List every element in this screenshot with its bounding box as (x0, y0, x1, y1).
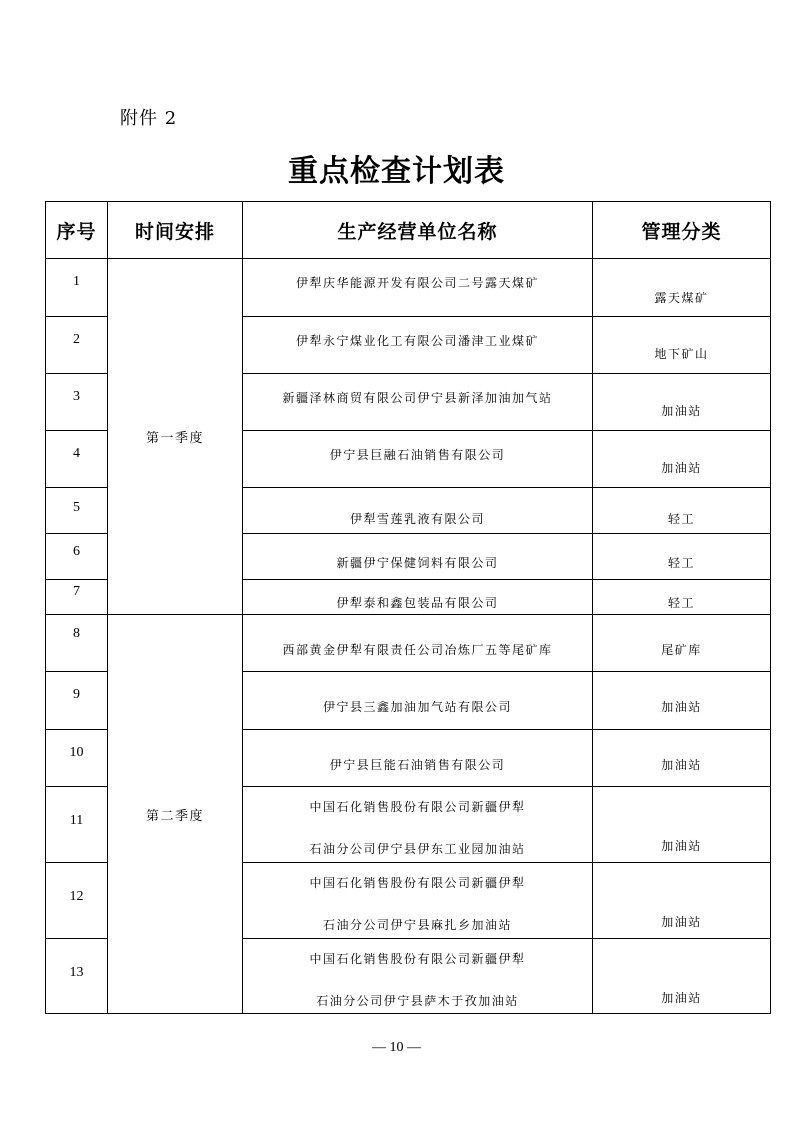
row-no-cell (46, 431, 108, 488)
category-cell (593, 259, 771, 317)
unit-name: 伊犁雪莲乳液有限公司 (349, 512, 485, 526)
category-cell (593, 615, 771, 672)
period-q1: 第一季度 (108, 259, 243, 615)
row-no-cell (46, 672, 108, 730)
unit-cell (243, 939, 593, 1014)
category: 加油站 (661, 758, 702, 772)
header-category: 管理分类 (593, 202, 771, 259)
unit-name: 新疆泽林商贸有限公司伊宁县新泽加油加气站 (282, 391, 553, 405)
row-no-cell (46, 580, 108, 615)
attachment-label: 附件 2 (120, 108, 178, 129)
row-no-cell (46, 730, 108, 787)
row-no-cell (46, 863, 108, 939)
category-cell (593, 488, 771, 534)
unit-cell (243, 488, 593, 534)
row-no: 10 (69, 745, 84, 760)
unit-cell (243, 730, 593, 787)
unit-cell (243, 534, 593, 580)
category-cell (593, 580, 771, 615)
row-no-cell (46, 374, 108, 431)
category: 轻工 (667, 556, 695, 570)
category-cell (593, 863, 771, 939)
row-no: 9 (73, 687, 80, 702)
row-no-cell (46, 939, 108, 1014)
unit-cell (243, 615, 593, 672)
row-no-cell (46, 534, 108, 580)
row-no-cell (46, 488, 108, 534)
category: 轻工 (667, 596, 695, 610)
unit-cell (243, 863, 593, 939)
unit-name: 新疆伊宁保健饲料有限公司 (336, 556, 499, 570)
unit-cell (243, 374, 593, 431)
unit-cell (243, 672, 593, 730)
row-no: 12 (69, 889, 84, 904)
row-no: 5 (73, 500, 80, 515)
row-no: 8 (73, 626, 80, 641)
header-unit: 生产经营单位名称 (243, 202, 593, 259)
row-no: 3 (73, 389, 80, 404)
category-cell (593, 672, 771, 730)
unit-name: 伊宁县巨融石油销售有限公司 (329, 448, 506, 462)
unit-name-line1: 中国石化销售股份有限公司新疆伊犁 (309, 800, 526, 814)
category-cell (593, 730, 771, 787)
category: 加油站 (661, 991, 702, 1005)
category-cell (593, 431, 771, 488)
unit-name: 伊犁永宁煤业化工有限公司潘津工业煤矿 (295, 334, 539, 348)
unit-cell (243, 787, 593, 863)
table-row (46, 615, 771, 672)
table-row (46, 259, 771, 317)
unit-name: 伊犁泰和鑫包装品有限公司 (336, 596, 499, 610)
unit-name-line1: 中国石化销售股份有限公司新疆伊犁 (309, 876, 526, 890)
category: 加油站 (661, 404, 702, 418)
unit-name: 伊宁县巨能石油销售有限公司 (329, 758, 506, 772)
row-no: 13 (69, 965, 84, 980)
unit-name: 西部黄金伊犁有限责任公司冶炼厂五等尾矿库 (282, 643, 553, 657)
unit-name-line2: 石油分公司伊宁县麻扎乡加油站 (322, 918, 512, 932)
unit-name: 伊犁庆华能源开发有限公司二号露天煤矿 (295, 276, 539, 290)
category: 地下矿山 (654, 347, 709, 361)
page-number: — 10 — (372, 1040, 421, 1055)
unit-name-line2: 石油分公司伊宁县伊东工业园加油站 (309, 842, 526, 856)
category-cell (593, 787, 771, 863)
unit-cell (243, 317, 593, 374)
unit-cell (243, 580, 593, 615)
row-no: 1 (73, 274, 80, 289)
category: 露天煤矿 (654, 291, 709, 305)
category-cell (593, 534, 771, 580)
category: 加油站 (661, 915, 702, 929)
unit-name-line2: 石油分公司伊宁县萨木于孜加油站 (316, 994, 519, 1008)
header-no: 序号 (46, 202, 108, 259)
row-no-cell (46, 259, 108, 317)
unit-name: 伊宁县三鑫加油加气站有限公司 (322, 700, 512, 714)
category: 加油站 (661, 700, 702, 714)
row-no: 6 (73, 544, 80, 559)
unit-name-line1: 中国石化销售股份有限公司新疆伊犁 (309, 952, 526, 966)
category-cell (593, 317, 771, 374)
category-cell (593, 374, 771, 431)
category: 加油站 (661, 839, 702, 853)
header-time: 时间安排 (108, 202, 243, 259)
document-title: 重点检查计划表 (288, 154, 505, 189)
category: 轻工 (667, 512, 695, 526)
unit-cell (243, 431, 593, 488)
inspection-plan-table (45, 201, 771, 1014)
unit-cell (243, 259, 593, 317)
row-no-cell (46, 615, 108, 672)
row-no: 2 (73, 332, 80, 347)
category-cell (593, 939, 771, 1014)
row-no: 4 (73, 446, 80, 461)
category: 加油站 (661, 461, 702, 475)
table-header-row (46, 202, 771, 259)
period-q2: 第二季度 (108, 615, 243, 1014)
category: 尾矿库 (661, 643, 702, 657)
row-no: 7 (73, 584, 80, 599)
row-no: 11 (69, 813, 84, 828)
row-no-cell (46, 787, 108, 863)
row-no-cell (46, 317, 108, 374)
